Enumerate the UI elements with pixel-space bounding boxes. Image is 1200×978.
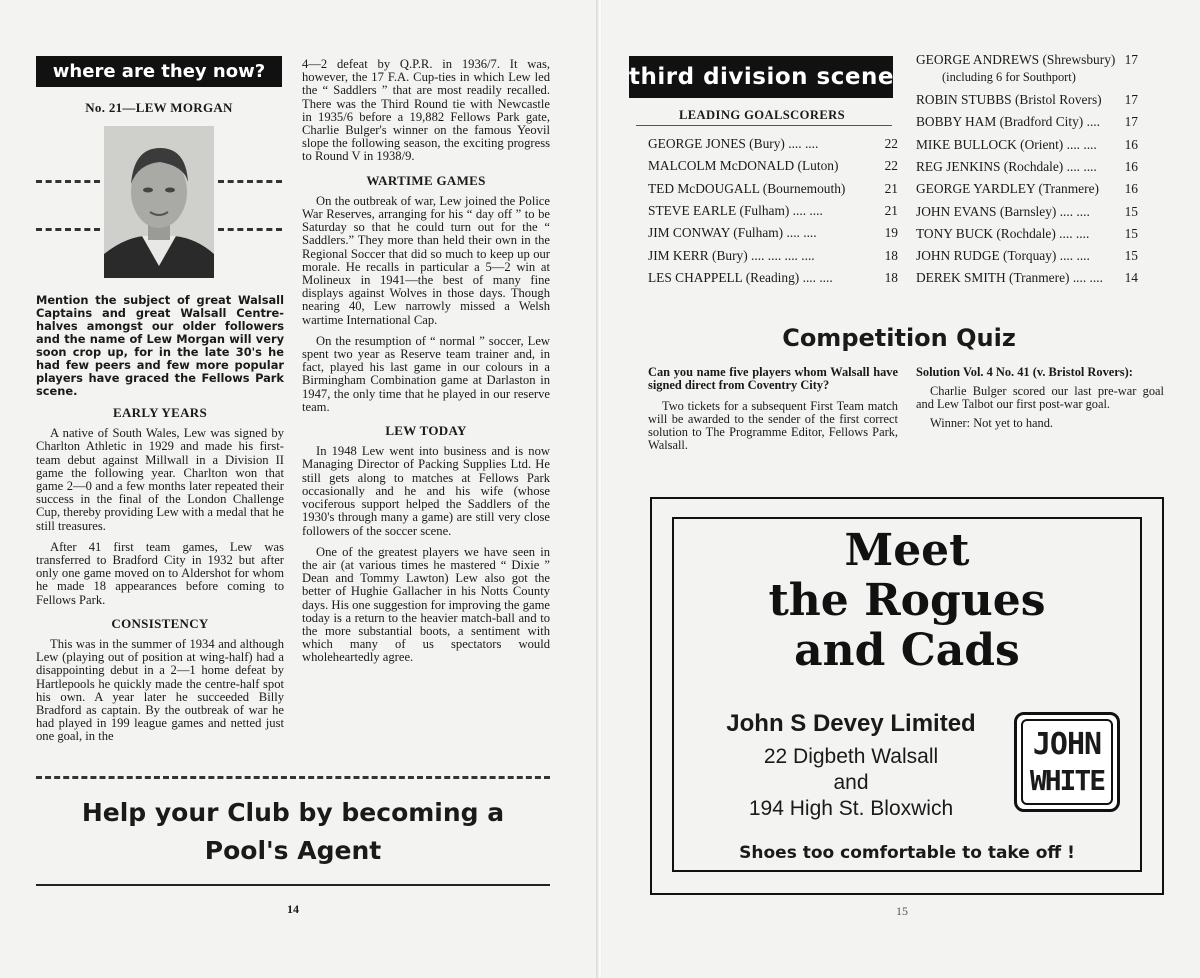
quiz-left-column	[648, 366, 898, 458]
scorer-row	[916, 226, 1138, 242]
paragraph: This was in the summer of 1934 and although Lew (playing out of position at wing-half) had a disappointing debut in a 2—1 home defeat by Hartlepools he quickly made the centre-half spot his own. A year later he succeeded Billy Bradford as captain. By the outbreak of war he had played in 199 league games and netted just one goal, in the	[36, 637, 284, 744]
solution-heading: Solution Vol. 4 No. 41 (v. Bristol Rovers):	[916, 365, 1133, 379]
quiz-right-column	[916, 366, 1164, 436]
scorer-name: LES CHAPPELL (Reading) .... ....	[648, 269, 833, 285]
headline-line-2: the Rogues	[768, 575, 1046, 626]
scorer-goals: 21	[884, 202, 898, 218]
address-line-2: and	[833, 771, 869, 794]
article-intro: Mention the subject of great Walsall Captains and great Walsall Centre-halves amongst our older followers and the name of Lew Morgan will very soon crop up, for in the late 30's he had few peers and few more popular players have graced the Fellows Park scene.	[36, 293, 284, 398]
scorer-row	[648, 225, 898, 241]
quiz-prize: Two tickets for a subsequent First Team match will be awarded to the sender of the first correct solution to The Programme Editor, Fellows Park, Walsall.	[648, 399, 898, 452]
scorer-row	[916, 248, 1138, 264]
scorer-goals: 19	[884, 225, 898, 241]
scorer-goals: 16	[1124, 158, 1138, 174]
footer-rule	[36, 884, 550, 886]
paragraph: 4—2 defeat by Q.P.R. in 1936/7. It was, however, the 17 F.A. Cup-ties in which Lew led the “ Saddlers ” that are most readily recalled. There was the Third Round tie with Newcastle in 1935/6 before a 19,882 Fellows Park gate, Charlie Bulger's winner on the famous Yeovil slope the following season, the exciting progress to Round V in 1938/9.	[302, 57, 550, 164]
scorer-row	[916, 181, 1138, 197]
winner-text: Winner: Not yet to hand.	[930, 416, 1054, 430]
scorer-goals: 16	[1124, 181, 1138, 197]
scorer-row	[916, 114, 1138, 130]
scorer-name: GEORGE YARDLEY (Tranmere)	[916, 181, 1099, 197]
scorers-heading-underline	[636, 125, 892, 126]
scorer-name: JOHN EVANS (Barnsley) .... ....	[916, 203, 1090, 219]
scorer-name: GEORGE JONES (Bury) .... ....	[648, 136, 819, 151]
scorer-goals: 22	[884, 158, 898, 174]
scorer-name: MALCOLM McDONALD (Luton)	[648, 158, 839, 174]
page-number: 14	[287, 902, 299, 916]
headline-line-1: Meet	[844, 525, 970, 576]
scorer-goals: 15	[1124, 248, 1138, 264]
scorer-name: DEREK SMITH (Tranmere) .... ....	[916, 270, 1103, 286]
scorer-goals: 18	[884, 247, 898, 263]
scorer-row	[916, 204, 1138, 220]
scorer-name: REG JENKINS (Rochdale) .... ....	[916, 158, 1097, 174]
scorer-name: MIKE BULLOCK (Orient) .... ....	[916, 136, 1097, 152]
left-page	[0, 0, 598, 978]
scorer-row	[648, 158, 898, 174]
heading-wartime-games: WARTIME GAMES	[366, 172, 486, 188]
article-subtitle: No. 21—LEW MORGAN	[85, 100, 233, 115]
scorer-name: JOHN RUDGE (Torquay) .... ....	[916, 248, 1090, 264]
advert-tagline: Shoes too comfortable to take off !	[739, 843, 1075, 863]
scorer-row	[648, 270, 898, 286]
paragraph: In 1948 Lew went into business and is now Managing Director of Packing Supplies Ltd. He still gets along to matches at Fellows Park occasionally and he and his wife (whose vociferous support helped the Saddlers of the 1930's through many a game) are still very close followers of the soccer scene.	[302, 444, 550, 538]
divider-right-upper	[218, 180, 282, 183]
heading-lew-today: LEW TODAY	[385, 423, 467, 439]
scorer-goals: 16	[1124, 136, 1138, 152]
scorer-row	[648, 203, 898, 219]
scorer-name: GEORGE ANDREWS (Shrewsbury)	[916, 52, 1116, 67]
scorer-name: ROBIN STUBBS (Bristol Rovers)	[916, 92, 1102, 107]
scorer-name: TONY BUCK (Rochdale) .... ....	[916, 225, 1090, 241]
scorer-row	[648, 248, 898, 264]
scorer-goals: 18	[884, 269, 898, 285]
paragraph: One of the greatest players we have seen in the air (at various times he mastered “ Dixie ” Dean and Tommy Lawton) Lew also got the better of Hughie Gallacher in his Notts County days. His one suggestion for improving the game today is a return to the heavier match-ball and to the more substantial boots, a sentiment with which many of us spectators would wholeheartedly agree.	[302, 544, 550, 665]
logo-line-2: WHITE	[1029, 764, 1105, 797]
heading-consistency: CONSISTENCY	[111, 615, 209, 631]
portrait-photo	[104, 126, 214, 278]
scorer-name: BOBBY HAM (Bradford City) ....	[916, 114, 1100, 130]
john-white-logo	[1014, 712, 1120, 812]
scorer-row	[916, 92, 1138, 108]
scorer-goals: 14	[1124, 270, 1138, 286]
pools-agent-line-2: Pool's Agent	[204, 836, 382, 865]
divider-left-upper	[36, 180, 100, 183]
advert-address-block	[698, 710, 1004, 822]
pools-agent-line-1: Help your Club by becoming a	[81, 798, 505, 827]
scorer-row	[648, 181, 898, 197]
scorer-note: (including 6 for Southport)	[942, 70, 1076, 84]
scorer-row	[916, 52, 1138, 68]
scorer-goals: 22	[884, 136, 898, 151]
paragraph: A native of South Wales, Lew was signed by Charlton Athletic in 1929 and made his first-team debut against Millwall in a Division II game the following year. Charlton won that game 2—0 and a few months later repeated their success in the final of the London Challenge Cup, thereby providing Lew with a medal that he still treasures.	[36, 426, 284, 533]
footer-divider	[36, 776, 550, 779]
scorer-goals: 15	[1124, 203, 1138, 219]
article-column-2	[302, 58, 550, 673]
scorer-row	[916, 159, 1138, 175]
where-are-they-now-banner: where are they now?	[36, 56, 282, 87]
scorer-row	[916, 270, 1138, 286]
scorer-goals: 21	[884, 180, 898, 196]
address-line-3: 194 High St. Bloxwich	[748, 797, 954, 820]
third-division-scene-banner: third division scene	[629, 56, 893, 98]
scorer-name: STEVE EARLE (Fulham) .... ....	[648, 202, 823, 218]
scorer-goals: 15	[1124, 225, 1138, 241]
page-number: 15	[896, 904, 908, 918]
advert-headline	[672, 526, 1142, 676]
scorer-row	[916, 137, 1138, 153]
headline-line-3: and Cads	[794, 625, 1020, 676]
scorers-heading: LEADING GOALSCORERS	[678, 108, 846, 122]
quiz-title: Competition Quiz	[782, 324, 1016, 352]
scorer-name: JIM KERR (Bury) .... .... .... ....	[648, 247, 815, 263]
address-line-1: 22 Digbeth Walsall	[763, 745, 939, 768]
scorer-goals: 17	[1124, 92, 1138, 107]
paragraph: After 41 first team games, Lew was transferred to Bradford City in 1932 but after only one game moved on to Aldershot for whom he made 18 appearances before coming to Fellows Park.	[36, 539, 284, 607]
quiz-question: Can you name five players whom Walsall have signed direct from Coventry City?	[648, 365, 898, 392]
solution-text: Charlie Bulger scored our last pre-war goal and Lew Talbot our first post-war goal.	[916, 384, 1164, 411]
scorer-name: JIM CONWAY (Fulham) .... ....	[648, 225, 817, 241]
logo-line-1: JOHN	[1032, 727, 1102, 762]
divider-right-lower	[218, 228, 282, 231]
scorer-row	[648, 136, 898, 152]
paragraph: On the outbreak of war, Lew joined the Police War Reserves, arranging for his “ day off ” to be Saturday so that he could turn out for the “ Saddlers.” They more than held their own in the Regional Soccer that did so much to keep up our morale. He recalls in particular a 5—2 win at Molineux in 1941—the best of many fine displays against Wolves in those days. Though nearing 40, Lew narrowly missed a Welsh wartime International Cap.	[302, 193, 550, 327]
company-name: John S Devey Limited	[726, 710, 976, 737]
article-column-1	[36, 396, 284, 752]
paragraph: On the resumption of “ normal ” soccer, Lew spent two year as Reserve team trainer and, in fact, played his last game in our colours in a Birmingham Combination game at Darlaston in 1947, the only time that he played in our reserve team.	[302, 333, 550, 414]
scorer-goals: 17	[1124, 52, 1138, 67]
right-page	[602, 0, 1200, 978]
scorer-name: TED McDOUGALL (Bournemouth)	[648, 180, 846, 196]
scorer-goals: 17	[1124, 114, 1138, 130]
divider-left-lower	[36, 228, 100, 231]
heading-early-years: EARLY YEARS	[113, 405, 207, 420]
